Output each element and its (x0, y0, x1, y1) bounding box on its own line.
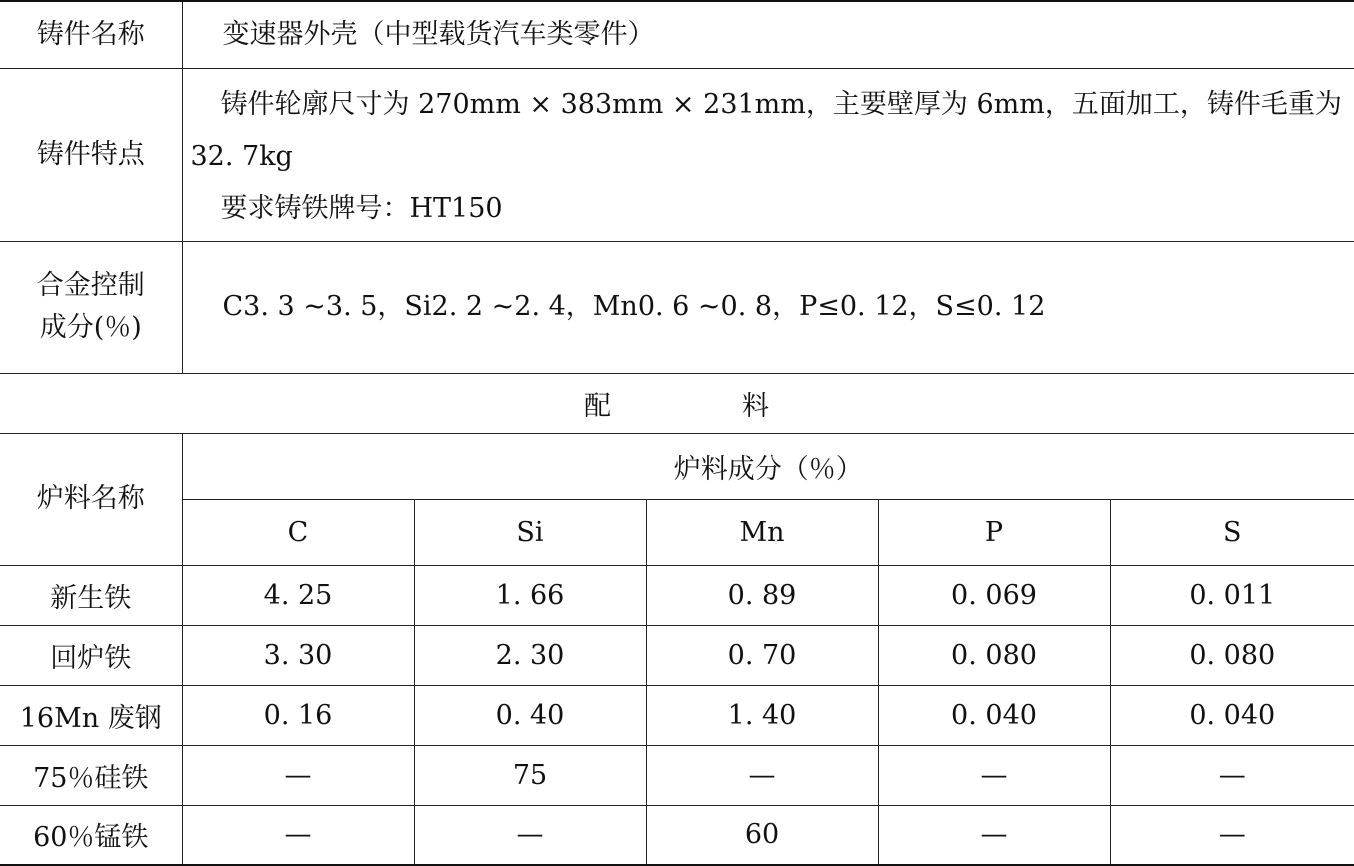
value-p: 0. 040 (878, 685, 1110, 745)
value-s: 0. 080 (1110, 625, 1354, 685)
value-c: 3. 30 (182, 625, 414, 685)
value-c: — (182, 745, 414, 805)
alloy-composition-row (0, 241, 1354, 373)
casting-features-grade: 要求铸铁牌号：HT150 (220, 192, 503, 224)
table-row (0, 625, 1354, 685)
casting-name-label: 铸件名称 (0, 1, 182, 68)
charge-name: 16Mn 废钢 (0, 685, 182, 745)
charge-name-header: 炉料名称 (0, 433, 182, 565)
value-s: — (1110, 805, 1354, 865)
value-p: — (878, 805, 1110, 865)
charge-name: 75％硅铁 (0, 745, 182, 805)
value-mn: — (646, 745, 878, 805)
value-mn: 0. 70 (646, 625, 878, 685)
value-mn: 60 (646, 805, 878, 865)
alloy-composition-label (0, 241, 182, 373)
alloy-label-line1: 合金控制 (36, 270, 145, 302)
casting-features-label: 铸件特点 (0, 68, 182, 241)
table-row (0, 745, 1354, 805)
value-c: 0. 16 (182, 685, 414, 745)
value-si: 0. 40 (414, 685, 646, 745)
charge-header-row (0, 433, 1354, 499)
table-row (0, 565, 1354, 625)
batching-heading: 配 料 (0, 373, 1354, 433)
value-s: — (1110, 745, 1354, 805)
value-si: 1. 66 (414, 565, 646, 625)
casting-name-row (0, 1, 1354, 68)
value-mn: 0. 89 (646, 565, 878, 625)
charge-name: 新生铁 (0, 565, 182, 625)
table-row (0, 685, 1354, 745)
value-s: 0. 011 (1110, 565, 1354, 625)
column-header-si: Si (414, 499, 646, 565)
value-p: — (878, 745, 1110, 805)
column-header-s: S (1110, 499, 1354, 565)
table-row (0, 805, 1354, 865)
casting-features-dimensions: 铸件轮廓尺寸为 270mm × 383mm × 231mm，主要壁厚为 6mm，五面加工，铸件毛重为 32. 7kg (190, 88, 1342, 172)
batching-heading-row (0, 373, 1354, 433)
value-c: — (182, 805, 414, 865)
charge-composition-header: 炉料成分（％） (182, 433, 1354, 499)
alloy-label-line2: 成分(％) (39, 312, 142, 343)
value-s: 0. 040 (1110, 685, 1354, 745)
value-si: 2. 30 (414, 625, 646, 685)
value-mn: 1. 40 (646, 685, 878, 745)
charge-name: 60％锰铁 (0, 805, 182, 865)
value-p: 0. 069 (878, 565, 1110, 625)
column-header-p: P (878, 499, 1110, 565)
value-c: 4. 25 (182, 565, 414, 625)
column-header-c: C (182, 499, 414, 565)
value-si: 75 (414, 745, 646, 805)
casting-features-row (0, 68, 1354, 241)
casting-name-value: 变速器外壳（中型载货汽车类零件） (222, 18, 655, 50)
column-header-mn: Mn (646, 499, 878, 565)
value-si: — (414, 805, 646, 865)
alloy-composition-value: C3. 3 ~3. 5，Si2. 2 ~2. 4，Mn0. 6 ~0. 8，P≤0. 12，S≤0. 12 (222, 291, 1046, 322)
charge-name: 回炉铁 (0, 625, 182, 685)
value-p: 0. 080 (878, 625, 1110, 685)
element-header-row (0, 499, 1354, 565)
